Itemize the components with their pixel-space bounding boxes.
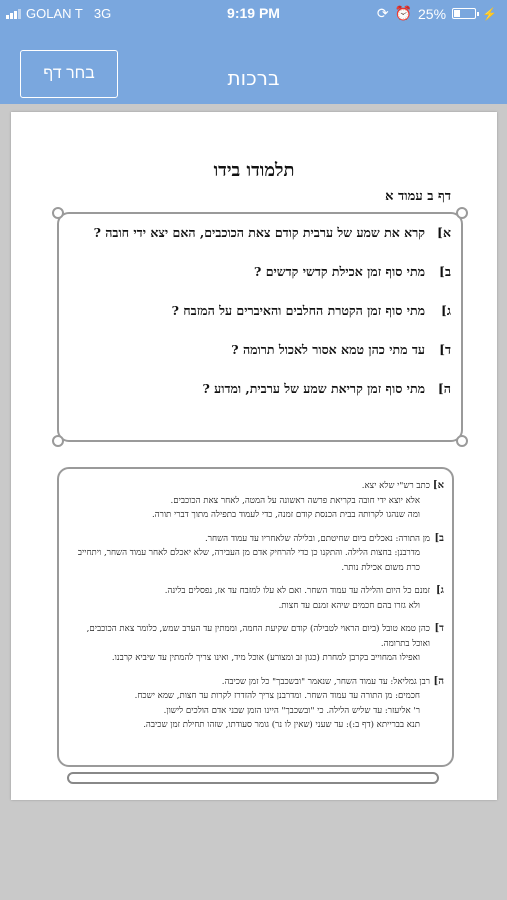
status-right [377,5,497,22]
question-number: ד] [439,342,451,357]
answer-line: ר' אליעזר: עד שליש הלילה. כי "ובשכבך" היינו הזמן שבני אדם הולכים לישון. [163,705,420,716]
question-text: עד מתי כהן טמא אסור לאכול תרומה ? [231,342,425,357]
answer-body [69,622,430,666]
question-text: מתי סוף זמן אכילת קדשי קדשים ? [254,264,425,279]
answer-number: א] [432,480,444,491]
answer-line: זמנם כל היום והלילה עד עמוד השחר. ואם לא עלו למזבח עד אז, נפסלים בלינה. [164,586,430,596]
question-text: מתי סוף זמן קריאת שמע של ערבית, ומדוע ? [202,381,425,396]
answer-line: חכמים: מן התורה עד עמוד השחר. ומדרבנן צריך להזדרז לקרות עד חצות, שמא ישכח. [134,691,420,701]
alarm-icon: ⏰ [394,5,413,21]
answer-number: ד] [434,623,444,634]
answer-item [69,675,444,733]
charging-icon: ⚡ [482,6,497,21]
answer-line: ואפילו המחוייב בקרבן למחרת (כגון זב ומצורע) אוכל מיד, ואינו צריך להמתין עד שיביא קרבנו. [111,653,420,663]
answer-line: ולא גזרו בהם חכמים שיהא זמנם עד חצות. [278,600,420,611]
corner-ornament [52,435,64,447]
answer-body [69,479,430,523]
question-number: ג] [440,303,451,318]
answer-item [69,532,444,576]
questions-list [69,222,451,417]
status-time: 9:19 PM [227,5,280,21]
answer-line: אלא יוצא ידי חובה בקריאת פרשה ראשונה על המטה, לאחר צאת הכוכבים. [170,495,420,506]
corner-ornament [52,207,64,219]
corner-ornament [456,435,468,447]
question-item [69,339,451,361]
status-bar [0,0,507,28]
question-item [69,261,451,283]
question-number: ב] [439,264,451,279]
answers-box[interactable] [57,467,454,767]
answer-line: תנא בברייתא (דף ב:): עד שעני (שאין לו נר) גומר סעודתו, שזהו תחילת זמן שכיבה. [143,720,420,730]
nav-title: ברכות [227,66,280,90]
network-label: 3G [93,6,112,21]
answer-line: מן התורה: נאכלים ביום שחיטתם, ובלילה שלאחריו עד עמוד השחר. [205,533,430,544]
answer-number: ב] [434,532,444,544]
answer-body [69,532,430,576]
answer-item [69,584,444,613]
page-sheet [11,112,497,800]
answer-number: ג] [435,585,444,596]
answer-line: כהן טמא טובל (ביום הראוי לטבילה) קודם שקיעת החמה, וממתין עד הערב שמש, כלומר צאת הכוכבים, ואוכל בתרומה. [86,624,430,649]
question-item [69,222,451,244]
corner-ornament [456,207,468,219]
question-text: מתי סוף זמן הקטרת החלבים והאיברים על המזבח ? [171,303,425,318]
answers-list [69,479,444,742]
answer-number: ה] [433,675,444,687]
battery-percent: 25% [418,5,447,22]
questions-box [57,212,463,442]
choose-page-button[interactable]: בחר דף [20,50,118,98]
nav-bar [0,28,507,104]
question-text: קרא את שמע של ערבית קודם צאת הכוכבים, האם יצא ידי חובה ? [93,225,425,240]
answer-item [69,622,444,666]
page-subtitle: דף ב עמוד א [385,189,451,204]
question-number: ה] [437,381,451,396]
page-title: תלמודו בידו [213,160,295,181]
scroll-indicator[interactable] [67,772,439,784]
answer-line: כתב רש"י שלא יצא. [361,481,430,491]
answer-body [69,584,430,613]
carrier-label: GOLAN T [26,6,83,21]
answer-line: רבן גמליאל: עד עמוד השחר, שנאמר "ובשכבך" כל זמן שכיבה. [221,676,430,687]
answer-line: מדרבנן: בחצות הלילה. והתקנו כן כדי להרחיק אדם מן העבירה, שלא יאכלם לאחר עמוד השחר, ויתחייב כרת משום אכילת נותר. [77,548,420,573]
battery-icon [452,8,476,19]
answer-line: ומה שנהגו לקרותה בבית הכנסת קודם זמנה, כדי לעמוד בתפילה מתוך דברי תורה. [151,510,420,520]
answer-body [69,675,430,733]
rotation-lock-icon: ⟳ [376,5,389,21]
question-item [69,300,451,322]
answer-item [69,479,444,523]
question-number: א] [437,225,451,240]
question-item [69,378,451,400]
